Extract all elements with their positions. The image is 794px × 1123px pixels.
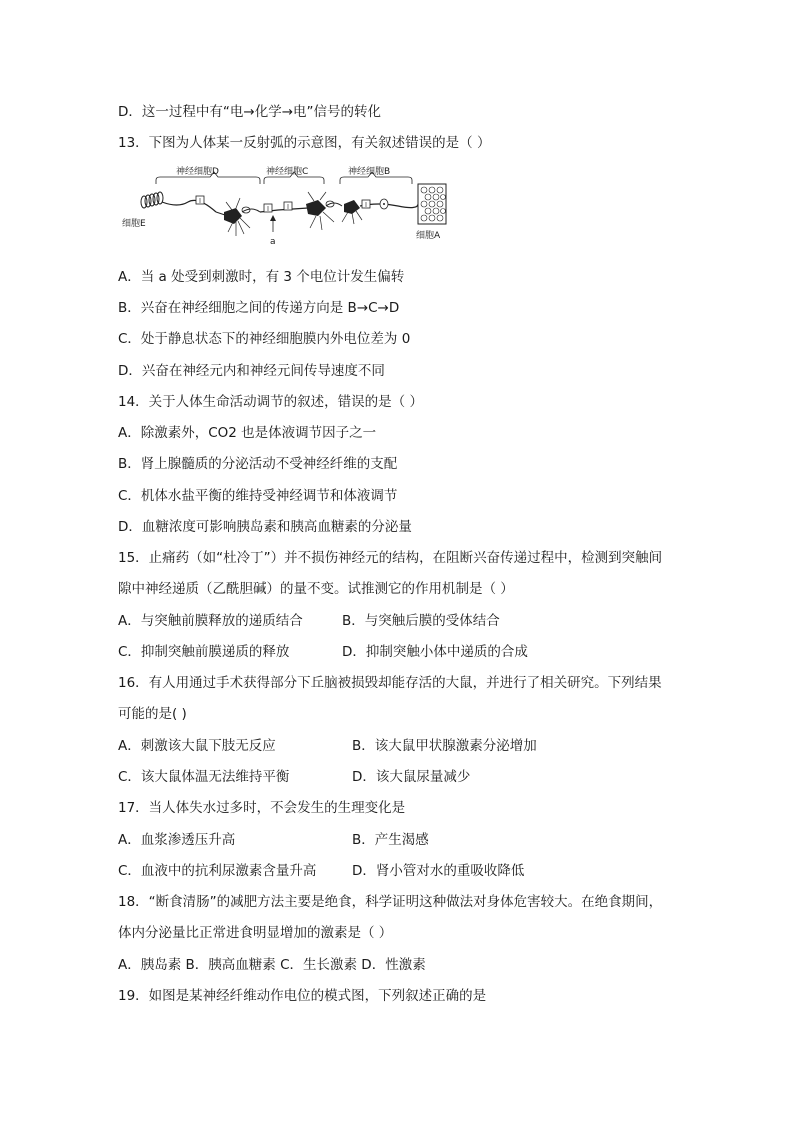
q15-option-d: D．抑制突触小体中递质的合成: [342, 644, 528, 660]
q13-option-d: D．兴奋在神经元内和神经元间传导速度不同: [118, 363, 385, 379]
q18-options: A．胰岛素 B．胰高血糖素 C．生长激素 D．性激素: [118, 957, 426, 973]
q12-option-d: D．这一过程中有“电→化学→电”信号的转化: [118, 104, 382, 120]
q17-option-c: C．血液中的抗利尿激素含量升高: [118, 863, 317, 879]
q15-stem-line1: 15．止痛药（如“杜冷丁”）并不损伤神经元的结构，在阻断兴奋传递过程中，检测到突触间: [118, 550, 663, 566]
q13-option-c: C．处于静息状态下的神经细胞膜内外电位差为 0: [118, 331, 411, 347]
q17-stem: 17．当人体失水过多时，不会发生的生理变化是: [118, 800, 406, 816]
label-a: a: [270, 237, 276, 247]
q15-option-b: B．与突触后膜的受体结合: [342, 613, 500, 629]
cell-a-tissue: [418, 184, 446, 224]
q16-option-c: C．该大鼠体温无法维持平衡: [118, 769, 290, 785]
q16-option-b: B．该大鼠甲状腺激素分泌增加: [352, 738, 537, 754]
q15-option-a: A．与突触前膜释放的递质结合: [118, 613, 303, 629]
label-neuron-b: 神经细胞B: [348, 167, 391, 177]
q14-option-b: B．肾上腺髓质的分泌活动不受神经纤维的支配: [118, 456, 398, 472]
q18-stem-line2: 体内分泌量比正常进食明显增加的激素是（ ）: [118, 925, 393, 941]
neuron-d-soma: [216, 198, 250, 236]
q16-stem-line2: 可能的是( ): [118, 706, 187, 722]
q17-option-d: D．肾小管对水的重吸收降低: [352, 863, 525, 879]
q14-stem: 14．关于人体生命活动调节的叙述，错误的是（ ）: [118, 394, 423, 410]
q13-option-a: A．当 a 处受到刺激时，有 3 个电位计发生偏转: [118, 269, 405, 285]
label-neuron-d: 神经细胞D: [176, 167, 219, 177]
q15-stem-line2: 隙中神经递质（乙酰胆碱）的量不变。试推测它的作用机制是（ ）: [118, 581, 514, 597]
cell-e-coil: [141, 192, 163, 208]
q14-option-d: D．血糖浓度可影响胰岛素和胰高血糖素的分泌量: [118, 519, 412, 535]
q13-stem: 13．下图为人体某一反射弧的示意图，有关叙述错误的是（ ）: [118, 135, 491, 151]
neuron-c-soma: [306, 192, 334, 230]
q14-option-c: C．机体水盐平衡的维持受神经调节和体液调节: [118, 488, 398, 504]
q19-stem: 19．如图是某神经纤维动作电位的模式图，下列叙述正确的是: [118, 988, 487, 1004]
q14-option-a: A．除激素外，CO2 也是体液调节因子之一: [118, 425, 377, 441]
q15-option-c: C．抑制突触前膜递质的释放: [118, 644, 290, 660]
q16-option-d: D．该大鼠尿量减少: [352, 769, 471, 785]
q18-stem-line1: 18．“断食清肠”的减肥方法主要是绝食，科学证明这种做法对身体危害较大。在绝食期间，: [118, 894, 663, 910]
label-neuron-c: 神经细胞C: [266, 167, 309, 177]
q17-option-a: A．血浆渗透压升高: [118, 832, 236, 848]
reflex-arc-figure: [118, 166, 458, 252]
q16-option-a: A．刺激该大鼠下肢无反应: [118, 738, 276, 754]
neuron-b-soma: [342, 200, 362, 224]
q13-option-b: B．兴奋在神经细胞之间的传递方向是 B→C→D: [118, 300, 400, 316]
label-cell-e: 细胞E: [122, 219, 146, 229]
q16-stem-line1: 16．有人用通过手术获得部分下丘脑被损毁却能存活的大鼠，并进行了相关研究。下列结果: [118, 675, 662, 691]
label-cell-a: 细胞A: [416, 231, 441, 241]
q17-option-b: B．产生渴感: [352, 832, 429, 848]
